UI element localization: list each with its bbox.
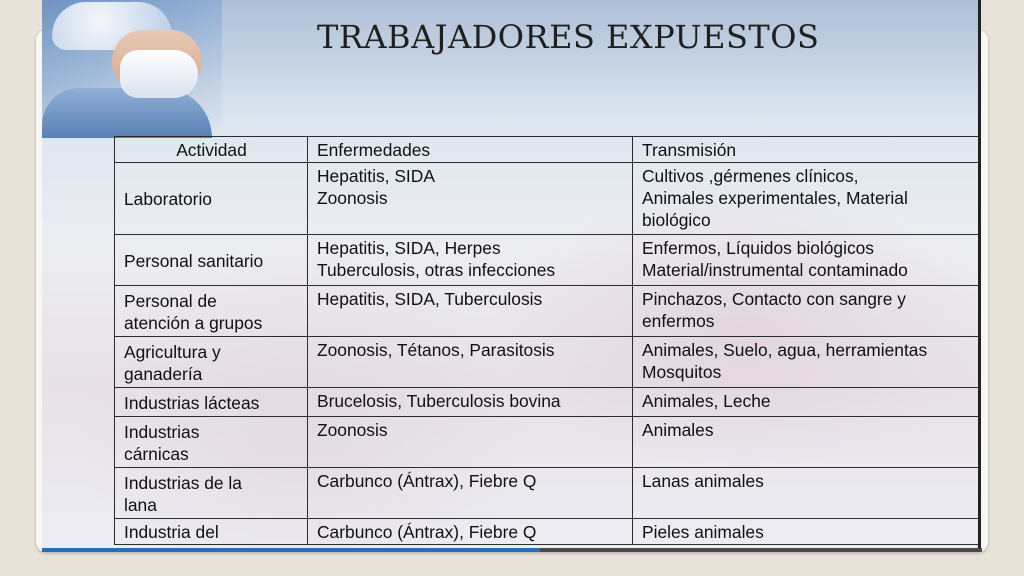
cell-text-line: biológico bbox=[642, 210, 711, 230]
cell-text-line: Pinchazos, Contacto con sangre y bbox=[642, 289, 906, 309]
cell-text-line: Mosquitos bbox=[642, 362, 722, 382]
cell-transmision bbox=[633, 337, 981, 388]
bottom-accent-bar bbox=[42, 548, 540, 552]
cell-text-line: Agricultura y bbox=[124, 341, 221, 362]
cell-transmision bbox=[633, 163, 981, 235]
table-header-row bbox=[115, 137, 981, 163]
cell-text-line: Industrias de la bbox=[124, 472, 242, 493]
cell-text-line: Animales experimentales, Material bbox=[642, 188, 908, 208]
cell-text-line: Lanas animales bbox=[642, 471, 764, 491]
column-header-transmision: Transmisión bbox=[633, 137, 981, 163]
cell-text-line: ganadería bbox=[124, 363, 203, 384]
table-row bbox=[115, 388, 981, 417]
cell-actividad bbox=[115, 417, 308, 468]
table-row bbox=[115, 417, 981, 468]
cell-text-line: Zoonosis bbox=[317, 420, 388, 440]
cell-actividad bbox=[115, 235, 308, 286]
cell-transmision bbox=[633, 417, 981, 468]
table-row bbox=[115, 235, 981, 286]
cell-enfermedades bbox=[308, 388, 633, 417]
table-row bbox=[115, 519, 981, 545]
cell-text-line: Animales, Leche bbox=[642, 391, 771, 411]
cell-text-line: Laboratorio bbox=[124, 189, 212, 209]
cell-actividad bbox=[115, 468, 308, 519]
cell-enfermedades bbox=[308, 337, 633, 388]
slide-title: TRABAJADORES EXPUESTOS bbox=[317, 18, 820, 56]
cell-text-line: Zoonosis bbox=[317, 188, 388, 208]
cell-transmision bbox=[633, 468, 981, 519]
cell-text-line: Hepatitis, SIDA bbox=[317, 166, 435, 186]
surgeon-photo-icon bbox=[42, 0, 222, 130]
cell-text-line: lana bbox=[124, 494, 157, 515]
cell-enfermedades bbox=[308, 163, 633, 235]
exposure-table bbox=[114, 136, 980, 545]
cell-enfermedades bbox=[308, 468, 633, 519]
cell-enfermedades bbox=[308, 417, 633, 468]
column-header-enfermedades: Enfermedades bbox=[308, 137, 633, 163]
right-edge-bar bbox=[978, 0, 981, 550]
cell-actividad bbox=[115, 163, 308, 235]
cell-actividad bbox=[115, 519, 308, 545]
cell-text-line: Personal de bbox=[124, 290, 217, 311]
slide bbox=[42, 0, 980, 550]
cell-text-line: enfermos bbox=[642, 311, 715, 331]
cell-text-line: Pieles animales bbox=[642, 522, 764, 542]
cell-enfermedades bbox=[308, 235, 633, 286]
cell-text-line: Hepatitis, SIDA, Herpes bbox=[317, 238, 501, 258]
cell-text-line: Enfermos, Líquidos biológicos bbox=[642, 238, 875, 258]
cell-text-line: atención a grupos bbox=[124, 312, 263, 333]
cell-text-line: Industrias lácteas bbox=[124, 392, 260, 413]
table-row bbox=[115, 286, 981, 337]
cell-text-line: Industria del bbox=[124, 522, 219, 542]
bottom-bar bbox=[42, 548, 982, 552]
cell-enfermedades bbox=[308, 519, 633, 545]
cell-actividad bbox=[115, 286, 308, 337]
cell-enfermedades bbox=[308, 286, 633, 337]
cell-text-line: Animales, Suelo, agua, herramientas bbox=[642, 340, 928, 360]
cell-text-line: Carbunco (Ántrax), Fiebre Q bbox=[317, 522, 537, 542]
cell-text-line: Hepatitis, SIDA, Tuberculosis bbox=[317, 289, 543, 309]
cell-text-line: Carbunco (Ántrax), Fiebre Q bbox=[317, 471, 537, 491]
cell-text-line: Animales bbox=[642, 420, 714, 440]
table-row bbox=[115, 163, 981, 235]
cell-transmision bbox=[633, 286, 981, 337]
cell-text-line: Brucelosis, Tuberculosis bovina bbox=[317, 391, 561, 411]
table-row bbox=[115, 337, 981, 388]
cell-transmision bbox=[633, 235, 981, 286]
cell-text-line: Zoonosis, Tétanos, Parasitosis bbox=[317, 340, 555, 360]
cell-text-line: Cultivos ,gérmenes clínicos, bbox=[642, 166, 859, 186]
cell-text-line: Tuberculosis, otras infecciones bbox=[317, 260, 556, 280]
cell-actividad bbox=[115, 388, 308, 417]
column-header-actividad: Actividad bbox=[115, 137, 308, 163]
cell-text-line: Material/instrumental contaminado bbox=[642, 260, 908, 280]
cell-text-line: Personal sanitario bbox=[124, 250, 264, 271]
cell-text-line: cárnicas bbox=[124, 443, 189, 464]
cell-transmision bbox=[633, 388, 981, 417]
cell-text-line: Industrias bbox=[124, 421, 200, 442]
table-row bbox=[115, 468, 981, 519]
cell-transmision bbox=[633, 519, 981, 545]
cell-actividad bbox=[115, 337, 308, 388]
